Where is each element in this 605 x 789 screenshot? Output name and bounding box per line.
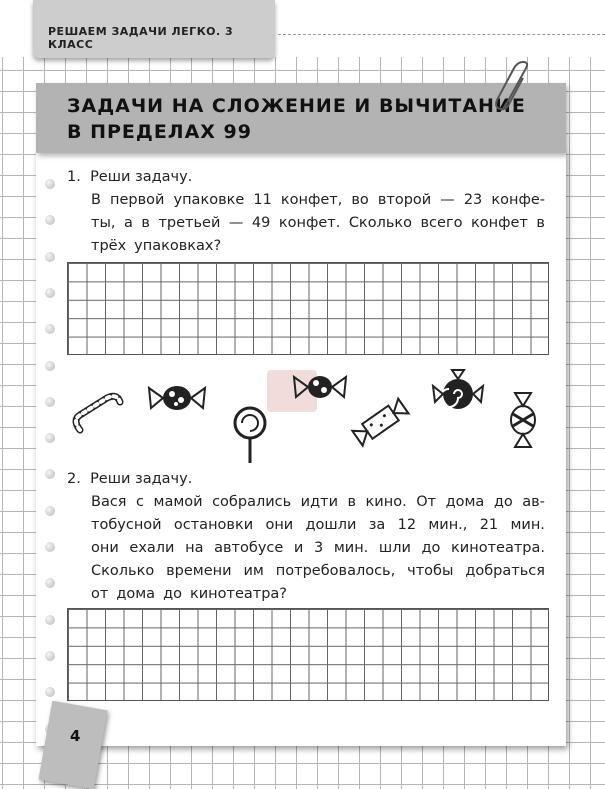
task-2-text: от дома до кинотеатра?: [91, 586, 287, 602]
task-1-text: трёх упаковках?: [91, 238, 222, 254]
binder-hole: [45, 651, 55, 661]
task-2-text: Сколько времени им потребовалось, чтобы добраться: [91, 563, 545, 579]
task-1-text: ты, а в третьей — 49 конфет. Сколько всего конфет в: [91, 215, 545, 231]
section-header: [36, 83, 566, 153]
dashed-divider: [278, 34, 605, 35]
task-2-text: они ехали на автобусе и 3 мин. шли до кинотеатра.: [91, 540, 545, 556]
binder-hole: [45, 615, 55, 625]
page-number: 4: [70, 727, 81, 745]
task-2-text: тобусной остановки они дошли за 12 мин., 21 мин.: [91, 517, 545, 533]
task-1-text: В первой упаковке 11 конфет, во второй — 23 конфе-: [91, 192, 545, 208]
book-title: РЕШАЕМ ЗАДАЧИ ЛЕГКО. 3 КЛАСС: [48, 25, 234, 51]
candy-cane-icon: [72, 390, 127, 440]
binder-hole: [45, 506, 55, 516]
binder-hole: [45, 179, 55, 189]
binder-hole: [45, 397, 55, 407]
section-title-line-2: В ПРЕДЕЛАХ 99: [67, 121, 252, 143]
task-1-heading: 1. Реши задачу.: [67, 169, 193, 185]
bonbon-candy-icon: [505, 390, 541, 450]
paperclip-icon: [495, 60, 535, 120]
binder-hole: [45, 288, 55, 298]
binder-hole: [45, 542, 55, 552]
binder-hole: [45, 361, 55, 371]
task-2-heading: 2. Реши задачу.: [67, 471, 193, 487]
section-title-line-1: ЗАДАЧИ НА СЛОЖЕНИЕ И ВЫЧИТАНИЕ: [67, 95, 526, 117]
swirl-candy-icon: [430, 368, 486, 418]
book-title-tab: [33, 0, 275, 58]
wrapped-candy-icon: [146, 378, 208, 418]
toffee-candy-icon: [350, 395, 412, 450]
task-2-text: Вася с мамой собрались идти в кино. От дома до ав-: [91, 494, 545, 510]
task-1-answer-grid[interactable]: [67, 262, 549, 355]
task-2-answer-grid[interactable]: [67, 608, 549, 701]
binder-hole: [45, 252, 55, 262]
book-watermark-icon: [262, 362, 352, 422]
